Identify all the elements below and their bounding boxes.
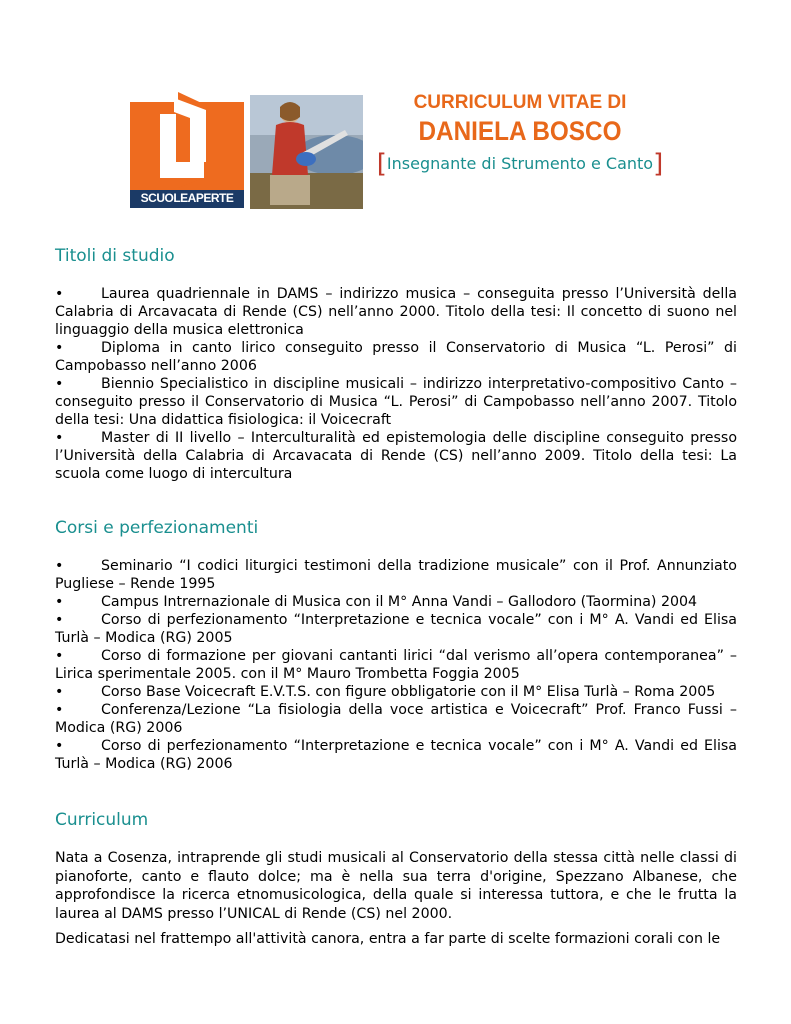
section-heading-corsi: Corsi e perfezionamenti bbox=[55, 518, 259, 538]
bracket-close: ] bbox=[653, 149, 664, 179]
section-heading-curriculum: Curriculum bbox=[55, 810, 149, 830]
cv-name: DANIELA BOSCO bbox=[418, 116, 622, 146]
list-item: • Corso Base Voicecraft E.V.T.S. con figure obbligatorie con il M° Elisa Turlà – Roma 2005 bbox=[55, 684, 716, 700]
cv-role bbox=[370, 149, 670, 179]
bracket-open: [ bbox=[376, 149, 387, 179]
logo-text: SCUOLEAPERTE bbox=[140, 191, 234, 205]
list-item: • Diploma in canto lirico conseguito presso il Conservatorio di Musica “L. Perosi” di Campobasso nell’anno 2006 bbox=[55, 340, 737, 374]
cv-header bbox=[370, 92, 670, 179]
list-item: • Corso di perfezionamento “Interpretazione e tecnica vocale” con i M° A. Vandi ed Elisa Turlà – Modica (RG) 2006 bbox=[55, 738, 737, 772]
curriculum-paragraph: Nata a Cosenza, intraprende gli studi musicali al Conservatorio della stessa città nelle classi di pianoforte, canto e flauto dolce; ma è nella sua terra d'origine, Spezzano Albanese, che approfondisce la ricerca etnomusicologica, della quale si interessa tuttora, e che le frutta la laurea al DAMS presso l’UNICAL di Rende (CS) nel 2000. bbox=[55, 850, 737, 922]
curriculum-paragraph: Dedicatasi nel frattempo all'attività canora, entra a far parte di scelte formazioni corali con le bbox=[55, 931, 721, 947]
cv-subtitle: Insegnante di Strumento e Canto bbox=[386, 154, 654, 173]
list-item: • Laurea quadriennale in DAMS – indirizzo musica – conseguita presso l’Università della Calabria di Arcavacata di Rende (CS) nell’anno 2000. Titolo della tesi: Il concetto di suono nel linguaggio della musica elettronica bbox=[55, 286, 737, 338]
list-item: • Corso di formazione per giovani cantanti lirici “dal verismo all’opera contemporanea” – Lirica sperimentale 2005. con il M° Mauro Trombetta Foggia 2005 bbox=[55, 648, 737, 682]
section-heading-titoli: Titoli di studio bbox=[55, 246, 175, 266]
corsi-list bbox=[55, 557, 737, 773]
list-item: • Corso di perfezionamento “Interpretazione e tecnica vocale” con i M° A. Vandi ed Elisa Turlà – Modica (RG) 2005 bbox=[55, 612, 737, 646]
garibaldi-guitar-painting bbox=[250, 95, 363, 209]
scuoleaperte-logo bbox=[130, 92, 244, 208]
list-item: • Seminario “I codici liturgici testimoni della tradizione musicale” con il Prof. Annunziato Pugliese – Rende 1995 bbox=[55, 558, 737, 592]
list-item: • Master di II livello – Interculturalità ed epistemologia delle discipline conseguito presso l’Università della Calabria di Arcavacata di Rende (CS) nell’anno 2009. Titolo della tesi: La scuola come luogo di intercultura bbox=[55, 430, 737, 482]
list-item: • Biennio Specialistico in discipline musicali – indirizzo interpretativo-compositivo Canto – conseguito presso il Conservatorio di Musica “L. Perosi” di Campobasso nell’anno 2007. Titolo della tesi: Una didattica fisiologica: il Voicecraft bbox=[55, 376, 737, 428]
cv-title-line: CURRICULUM VITAE DI bbox=[413, 92, 627, 113]
titoli-list bbox=[55, 285, 737, 483]
list-item: • Campus Intrernazionale di Musica con il M° Anna Vandi – Gallodoro (Taormina) 2004 bbox=[55, 594, 698, 610]
list-item: • Conferenza/Lezione “La fisiologia della voce artistica e Voicecraft” Prof. Franco Fussi – Modica (RG) 2006 bbox=[55, 702, 737, 736]
